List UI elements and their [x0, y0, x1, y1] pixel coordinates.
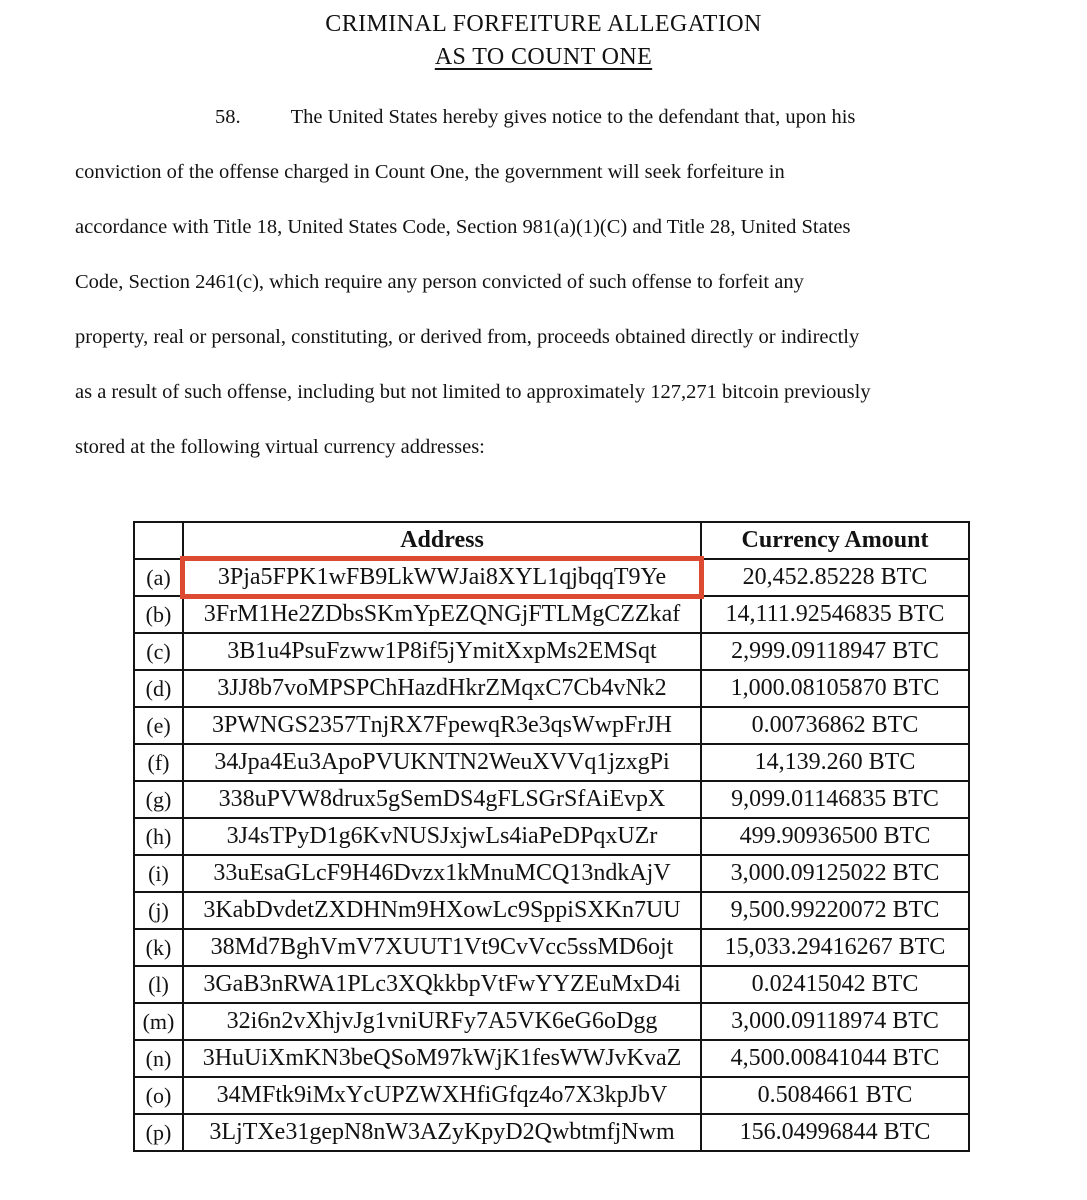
- paragraph-line: property, real or personal, constituting, or derived from, proceeds obtained directly or indirectly: [75, 326, 860, 348]
- document-title-line1: CRIMINAL FORFEITURE ALLEGATION: [325, 11, 762, 37]
- table-row: [134, 1003, 969, 1040]
- table-row: [134, 1077, 969, 1114]
- paragraph-line: conviction of the offense charged in Count One, the government will seek forfeiture in: [75, 161, 785, 183]
- row-label: (b): [134, 596, 183, 633]
- amount-cell: 14,139.260 BTC: [701, 744, 969, 781]
- address-cell: 3KabDvdetZXDHNm9HXowLc9SppiSXKn7UU: [183, 892, 701, 929]
- paragraph-first-line: [75, 90, 1040, 145]
- address-table: [133, 521, 970, 1152]
- table-row: [134, 744, 969, 781]
- row-label: (j): [134, 892, 183, 929]
- amount-cell: 0.00736862 BTC: [701, 707, 969, 744]
- table-row: [134, 966, 969, 1003]
- row-label: (n): [134, 1040, 183, 1077]
- address-cell: 3B1u4PsuFzww1P8if5jYmitXxpMs2EMSqt: [183, 633, 701, 670]
- table-row: [134, 707, 969, 744]
- amount-cell: 0.02415042 BTC: [701, 966, 969, 1003]
- address-cell: 3JJ8b7voMPSPChHazdHkrZMqxC7Cb4vNk2: [183, 670, 701, 707]
- row-label: (g): [134, 781, 183, 818]
- address-cell: 3Pja5FPK1wFB9LkWWJai8XYL1qjbqqT9Ye: [183, 559, 701, 596]
- paragraph-58: [75, 90, 1040, 475]
- address-cell: 3LjTXe31gepN8nW3AZyKpyD2QwbtmfjNwm: [183, 1114, 701, 1151]
- amount-cell: 0.5084661 BTC: [701, 1077, 969, 1114]
- table-row: [134, 596, 969, 633]
- address-cell: 32i6n2vXhjvJg1vniURFy7A5VK6eG6oDgg: [183, 1003, 701, 1040]
- address-cell: 3J4sTPyD1g6KvNUSJxjwLs4iaPeDPqxUZr: [183, 818, 701, 855]
- table-row: [134, 781, 969, 818]
- row-label: (o): [134, 1077, 183, 1114]
- row-label: (m): [134, 1003, 183, 1040]
- row-label: (d): [134, 670, 183, 707]
- table-row: [134, 929, 969, 966]
- row-label: (l): [134, 966, 183, 1003]
- paragraph-line: as a result of such offense, including but not limited to approximately 127,271 bitcoin previously: [75, 381, 871, 403]
- amount-cell: 14,111.92546835 BTC: [701, 596, 969, 633]
- document-title-line2: AS TO COUNT ONE: [434, 44, 653, 70]
- amount-cell: 2,999.09118947 BTC: [701, 633, 969, 670]
- paragraph-first-line-text: The United States hereby gives notice to the defendant that, upon his: [290, 106, 856, 128]
- amount-cell: 20,452.85228 BTC: [701, 559, 969, 596]
- address-cell: 34MFtk9iMxYcUPZWXHfiGfqz4o7X3kpJbV: [183, 1077, 701, 1114]
- header-blank-cell: [134, 522, 183, 559]
- row-label: (k): [134, 929, 183, 966]
- row-label: (p): [134, 1114, 183, 1151]
- paragraph-number: 58.: [215, 106, 241, 128]
- address-cell: 3PWNGS2357TnjRX7FpewqR3e3qsWwpFrJH: [183, 707, 701, 744]
- row-label: (e): [134, 707, 183, 744]
- amount-cell: 15,033.29416267 BTC: [701, 929, 969, 966]
- row-label: (i): [134, 855, 183, 892]
- row-label: (h): [134, 818, 183, 855]
- table-row: [134, 633, 969, 670]
- amount-cell: 3,000.09125022 BTC: [701, 855, 969, 892]
- paragraph-line: accordance with Title 18, United States Code, Section 981(a)(1)(C) and Title 28, United States: [75, 216, 851, 238]
- header-address-cell: Address: [183, 522, 701, 559]
- amount-cell: 9,099.01146835 BTC: [701, 781, 969, 818]
- amount-cell: 499.90936500 BTC: [701, 818, 969, 855]
- table-row: [134, 818, 969, 855]
- paragraph-line: stored at the following virtual currency addresses:: [75, 436, 485, 458]
- address-cell: 38Md7BghVmV7XUUT1Vt9CvVcc5ssMD6ojt: [183, 929, 701, 966]
- address-cell: 3HuUiXmKN3beQSoM97kWjK1fesWWJvKvaZ: [183, 1040, 701, 1077]
- address-cell: 3GaB3nRWA1PLc3XQkkbpVtFwYYZEuMxD4i: [183, 966, 701, 1003]
- highlight-box: [180, 556, 704, 599]
- address-cell: 34Jpa4Eu3ApoPVUKNTN2WeuXVVq1jzxgPi: [183, 744, 701, 781]
- header-amount-cell: Currency Amount: [701, 522, 969, 559]
- address-cell: 338uPVW8drux5gSemDS4gFLSGrSfAiEvpX: [183, 781, 701, 818]
- address-cell: 3FrM1He2ZDbsSKmYpEZQNGjFTLMgCZZkaf: [183, 596, 701, 633]
- row-label: (c): [134, 633, 183, 670]
- amount-cell: 3,000.09118974 BTC: [701, 1003, 969, 1040]
- amount-cell: 4,500.00841044 BTC: [701, 1040, 969, 1077]
- table-row: [134, 1040, 969, 1077]
- row-label: (f): [134, 744, 183, 781]
- table-row: [134, 1114, 969, 1151]
- address-table-body: [134, 559, 969, 1151]
- header-row: [134, 522, 969, 559]
- table-row: [134, 670, 969, 707]
- amount-cell: 9,500.99220072 BTC: [701, 892, 969, 929]
- paragraph-body-lines: [75, 145, 1040, 475]
- table-row: [134, 559, 969, 596]
- row-label: (a): [134, 559, 183, 596]
- paragraph-line: Code, Section 2461(c), which require any person convicted of such offense to forfeit any: [75, 271, 804, 293]
- amount-cell: 156.04996844 BTC: [701, 1114, 969, 1151]
- address-table-header: [134, 522, 969, 559]
- table-row: [134, 855, 969, 892]
- table-row: [134, 892, 969, 929]
- address-cell: 33uEsaGLcF9H46Dvzx1kMnuMCQ13ndkAjV: [183, 855, 701, 892]
- amount-cell: 1,000.08105870 BTC: [701, 670, 969, 707]
